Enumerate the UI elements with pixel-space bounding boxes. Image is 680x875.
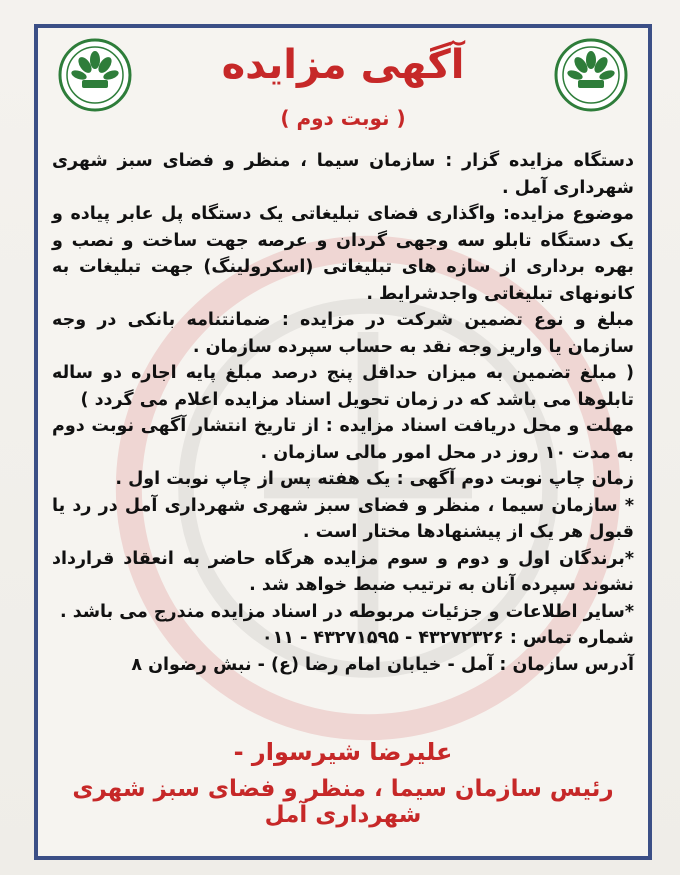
advertisement-frame bbox=[34, 24, 652, 860]
address-line: آدرس سازمان : آمل - خیابان امام رضا (ع) - نبش رضوان ۸ bbox=[131, 654, 634, 675]
advertisement-body bbox=[52, 148, 634, 678]
organizer-line: دستگاه مزایده گزار : سازمان سیما ، منظر و فضای سبز شهری شهرداری آمل . bbox=[52, 151, 634, 198]
phone-line: شماره تماس : ۴۳۲۷۲۳۲۶ - ۴۳۲۷۱۵۹۵ - ۰۱۱ bbox=[261, 628, 634, 648]
subject-line: موضوع مزایده: واگذاری فضای تبلیغاتی یک دستگاه پل عابر پیاده و یک دستگاه تابلو سه وجهی گردان و عرصه جهت ساخت و نصب و بهره برداری از سازه های تبلیغاتی (اسکرولینگ) جهت تبلیغات به کانونهای تبلیغاتی واجدشرایط . bbox=[52, 204, 634, 304]
round-label: ( نوبت دوم ) bbox=[280, 106, 406, 130]
publication-time-line: زمان چاپ نوبت دوم آگهی : یک هفته پس از چاپ نوبت اول . bbox=[115, 469, 634, 489]
winners-note: *برندگان اول و دوم و سوم مزایده هرگاه حاضر به انعقاد قرارداد نشوند سپرده آنان به ترتیب ضبط خواهد شد . bbox=[52, 548, 634, 595]
rights-note: * سازمان سیما ، منظر و فضای سبز شهری شهرداری آمل در رد یا قبول هر یک از پیشنهادها مختار است . bbox=[52, 495, 634, 542]
documents-deadline-line: مهلت و محل دریافت اسناد مزایده : از تاریخ انتشار آگهی نوبت دوم به مدت ۱۰ روز در محل امور مالی سازمان . bbox=[52, 416, 634, 463]
signatory-name: علیرضا شیرسوار - bbox=[233, 738, 453, 766]
details-note: *سایر اطلاعات و جزئیات مربوطه در اسناد مزایده مندرج می باشد . bbox=[59, 601, 634, 622]
page-title: آگهی مزایده bbox=[221, 42, 465, 88]
guarantee-line: مبلغ و نوع تضمین شرکت در مزایده : ضمانتنامه بانکی در وجه سازمان یا واریز وجه نقد به حساب سپرده سازمان . bbox=[52, 310, 634, 357]
guarantee-amount-note: ( مبلغ تضمین به میزان حداقل پنج درصد مبلغ پایه اجاره دو ساله تابلوها می باشد که در زمان تحویل اسناد مزایده اعلام می گردد ) bbox=[52, 363, 634, 410]
signatory-position: رئیس سازمان سیما ، منظر و فضای سبز شهری شهرداری آمل bbox=[72, 776, 614, 828]
